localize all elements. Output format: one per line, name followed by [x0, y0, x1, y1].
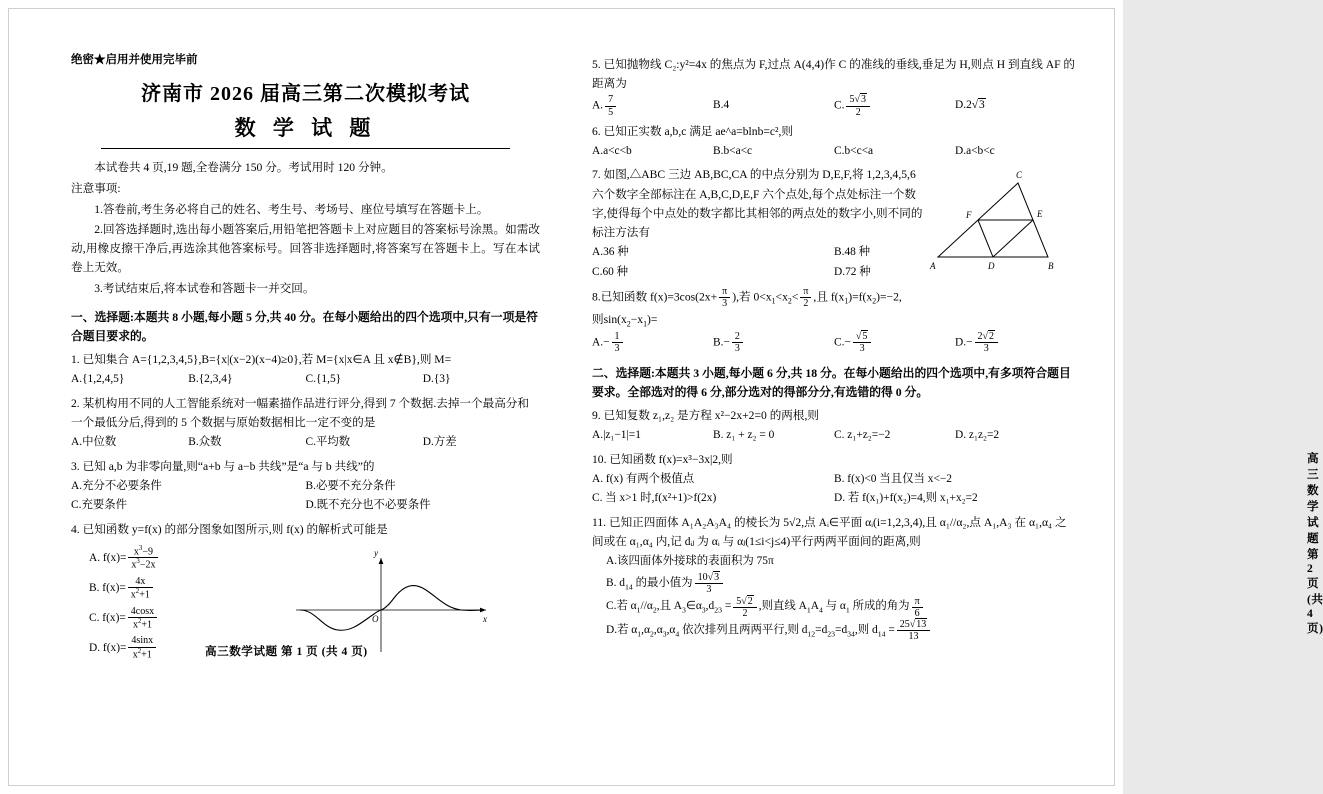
question-3-number: 3.: [71, 459, 80, 473]
q6-option-d: D.a<b<c: [955, 145, 995, 158]
svg-text:y: y: [374, 547, 378, 558]
q10-option-a: A. f(x) 有两个极值点: [592, 472, 695, 485]
section-one-heading: 一、选择题:本题共 8 小题,每小题 5 分,共 40 分。在每小题给出的四个选项中,只有一项是符合题目要求的。: [71, 310, 538, 344]
q1-option-c: C.{1,5}: [305, 373, 342, 386]
notice-heading: 注意事项:: [71, 181, 121, 195]
q4-option-b: B. f(x)= $\frac{4x}{x^2+1}$: [89, 576, 286, 601]
q4-option-a: A. f(x)= $\frac{x^3-9}{x^3-2x}$: [89, 545, 286, 571]
q10-option-d: D. 若 f(x₁)+f(x₂)=4,则 x₁+x₂=2: [834, 492, 978, 505]
question-2-text: 某机构用不同的人工智能系统对一幅素描作品进行评分,得到 7 个数据.去掉一个最高分和一个最低分后,得到的 5 个数据与原始数据相比一定不变的是: [71, 396, 529, 430]
notice-item-3: 3.考试结束后,将本试卷和答题卡一并交回。: [94, 281, 315, 295]
question-3-options-row1: [71, 477, 540, 496]
question-9: [592, 406, 1076, 425]
q9-option-c: C. z₁+z₂=−2: [834, 429, 891, 442]
title-rule: [101, 148, 510, 149]
question-2-number: 2.: [71, 396, 80, 410]
question-7-text: 如图,△ABC 三边 AB,BC,CA 的中点分别为 D,E,F,将 1,2,3,4,5,6 六个数字全部标注在 A,B,C,D,E,F 六个点处,每个点处标注一个数字,使得每个中点处的数字都比其相邻的两点处的数字小,则不同的标注方法有: [592, 168, 923, 240]
q3-option-a: A.充分不必要条件: [71, 479, 162, 492]
q1-option-d: D.{3}: [422, 373, 451, 386]
svg-text:D: D: [988, 261, 995, 272]
q6-option-c: C.b<c<a: [834, 145, 874, 158]
question-2: [71, 394, 540, 432]
q3-option-d: D.既不充分也不必要条件: [305, 499, 431, 512]
svg-text:x: x: [483, 613, 487, 624]
right-column: [562, 9, 1323, 652]
svg-text:A: A: [930, 261, 936, 272]
question-5-text: 已知抛物线 C₂:y²=4x 的焦点为 F,过点 A(4,4)作 C 的准线的垂线,垂足为 H,则点 H 到直线 AF 的距离为: [592, 58, 1076, 91]
q11-option-d: D.若 $\alpha_1,\alpha_2,\alpha_3,\alpha_4$ 依次排列且两两平行,则 $d_{12}=d_{23}=d_{34}$,则 $d_{14}$ = $\frac{25√13}{13}$: [606, 619, 1076, 642]
page-subtitle: 数 学 试 题: [234, 116, 377, 140]
q9-option-a: A.|z₁−1|=1: [592, 429, 641, 442]
question-5-number: 5.: [592, 58, 601, 71]
question-3-text: 已知 a,b 为非零向量,则“a+b 与 a−b 共线”是“a 与 b 共线”的: [82, 459, 375, 473]
svg-text:F: F: [966, 210, 972, 221]
question-1-number: 1.: [71, 353, 80, 367]
paper-sheet: [8, 8, 1323, 786]
q2-option-d: D.方差: [422, 436, 457, 449]
q11-option-b: B. $d_{14}$ 的最小值为 $\frac{10√3}{3}$: [606, 572, 1076, 595]
q2-option-c: C.平均数: [305, 436, 351, 449]
q8-option-a: A.− $\frac{1}{3}$: [592, 331, 713, 354]
left-column: [9, 9, 562, 675]
q4-option-d: D. f(x)= $\frac{4\sin x}{x^2+1}$: [89, 635, 286, 660]
footer-page-1: 高三数学试题 第 1 页 (共 4 页): [205, 645, 368, 659]
section-two-heading: 二、选择题:本题共 3 小题,每小题 6 分,共 18 分。在每小题给出的四个选项中,有多项符合题目要求。全部选对的得 6 分,部分选对的得部分分,有选错的得 0 分。: [592, 366, 1071, 400]
triangle-midpoints-icon: [918, 165, 1068, 275]
question-6: [592, 122, 1076, 141]
question-9-options: [592, 426, 1076, 445]
question-6-number: 6.: [592, 124, 601, 138]
question-4-number: 4.: [71, 522, 80, 536]
q9-option-d: D. z₁z₂=2: [955, 429, 1000, 442]
question-7-number: 7.: [592, 168, 601, 182]
question-11-text: 已知正四面体 A₁A₂A₃A₄ 的棱长为 5√2,点 Aᵢ∈平面 αᵢ(i=1,2,3,4),且 α₁//α₂,点 A₁,A₃ 在 α₁,α₄ 之间或在 α₁,α₄ 内,记 dᵢⱼ 为 αᵢ 与 αⱼ(1≤i<j≤4)平行两两平面间的距离,则: [592, 515, 1067, 548]
q4-option-c: C. f(x)= $\frac{4\cos x}{x^2+1}$: [89, 606, 286, 631]
secret-line: 绝密★启用并使用完毕前: [71, 54, 198, 66]
q5-option-c: C. $\frac{5√3}{2}$: [834, 94, 955, 117]
q1-option-b: B.{2,3,4}: [188, 373, 233, 386]
notice-item-2: 2.回答选择题时,选出每小题答案后,用铅笔把答题卡上对应题目的答案标号涂黑。如需改动,用橡皮擦干净后,再选涂其他答案标号。回答非选择题时,将答案写在答题卡上。写在本试卷上无效。: [71, 223, 540, 274]
q8-option-b: B.− $\frac{2}{3}$: [713, 331, 834, 354]
q3-option-b: B.必要不充分条件: [305, 479, 396, 492]
q7-option-b: B.48 种: [834, 246, 871, 259]
question-8: 8.已知函数 f(x)=3cos(2x+ $\frac{\pi}{3}$ ),若 $0<x_1<x_2<$ $\frac{\pi}{2}$ ,且 $f(x_1)=f(x_2)=-2$, 则$\sin(x_2-x_1)=$: [592, 286, 902, 328]
q6-option-b: B.b<a<c: [713, 145, 753, 158]
question-10-options-row1: [592, 470, 1076, 489]
question-6-options: [592, 142, 1076, 161]
q9-option-b: B. z₁ + z₂ = 0: [713, 429, 775, 442]
page-title: 济南市 2026 届高三第二次模拟考试: [141, 83, 470, 105]
question-10-options-row2: [592, 489, 1076, 508]
question-10: [592, 450, 1076, 469]
question-9-text: 已知复数 z₁,z₂ 是方程 x²−2x+2=0 的两根,则: [603, 409, 819, 423]
q11-option-a: A.该四面体外接球的表面积为 75π: [606, 555, 774, 568]
notice-item-1: 1.答卷前,考生务必将自己的姓名、考生号、考场号、座位号填写在答题卡上。: [94, 202, 489, 216]
question-10-number: 10.: [592, 452, 607, 466]
function-graph-icon: [286, 540, 496, 660]
question-8-options: [592, 331, 1076, 354]
question-3: [71, 457, 540, 476]
q2-option-b: B.众数: [188, 436, 222, 449]
footer-page-2: 高三数学试题 第 2 页 (共 4 页): [1307, 452, 1323, 636]
q1-option-a: A.{1,2,4,5}: [71, 373, 125, 386]
q2-option-a: A.中位数: [71, 436, 117, 449]
q7-option-c: C.60 种: [592, 265, 629, 278]
question-4: [71, 520, 540, 539]
question-5: [592, 55, 1076, 93]
question-3-options-row2: [71, 496, 540, 515]
q8-option-d: D.− $\frac{2√2}{3}$: [955, 331, 1076, 354]
svg-text:O: O: [372, 613, 379, 624]
q7-option-a: A.36 种: [592, 246, 629, 259]
q5-option-b: B.4: [713, 99, 730, 112]
q11-option-c: C.若 $\alpha_1//\alpha_2$,且 $A_3\in\alpha_3,d_{23}$ = $\frac{5√2}{2}$ ,则直线 $A_1A_4$ 与 $\alpha_1$ 所成的角为 $\frac{\pi}{6}$: [606, 596, 1076, 619]
question-1: [71, 350, 540, 369]
question-10-text: 已知函数 f(x)=x³−3x|2,则: [609, 452, 733, 466]
question-6-text: 已知正实数 a,b,c 满足 ae^a=blnb=c²,则: [603, 124, 794, 138]
question-11-number: 11.: [592, 515, 607, 529]
q3-option-c: C.充要条件: [71, 499, 128, 512]
q7-option-d: D.72 种: [834, 265, 871, 278]
q10-option-b: B. f(x)<0 当且仅当 x<−2: [834, 472, 952, 485]
question-2-options: [71, 433, 540, 452]
question-4-text: 已知函数 y=f(x) 的部分图象如图所示,则 f(x) 的解析式可能是: [82, 522, 388, 536]
q8-option-c: C.− $\frac{√5}{3}$: [834, 331, 955, 354]
question-9-number: 9.: [592, 409, 601, 423]
question-1-text: 已知集合 A={1,2,3,4,5},B={x|(x−2)(x−4)≥0},若 M={x|x∈A 且 x∉B},则 M=: [82, 353, 452, 367]
q10-option-c: C. 当 x>1 时,f(x²+1)>f(2x): [592, 492, 717, 505]
question-1-options: [71, 370, 540, 389]
q6-option-a: A.a<c<b: [592, 145, 632, 158]
q5-option-a: A. $\frac{7}{5}$: [592, 94, 713, 117]
question-11: [592, 513, 1076, 551]
svg-text:C: C: [1016, 170, 1023, 181]
svg-text:E: E: [1037, 209, 1043, 220]
svg-text:B: B: [1048, 261, 1054, 272]
intro-text: 本试卷共 4 页,19 题,全卷满分 150 分。考试用时 120 分钟。: [94, 161, 393, 174]
question-5-options: [592, 94, 1076, 117]
triangle-figure: [918, 165, 1068, 275]
q5-option-d: D.2√3: [955, 99, 985, 112]
